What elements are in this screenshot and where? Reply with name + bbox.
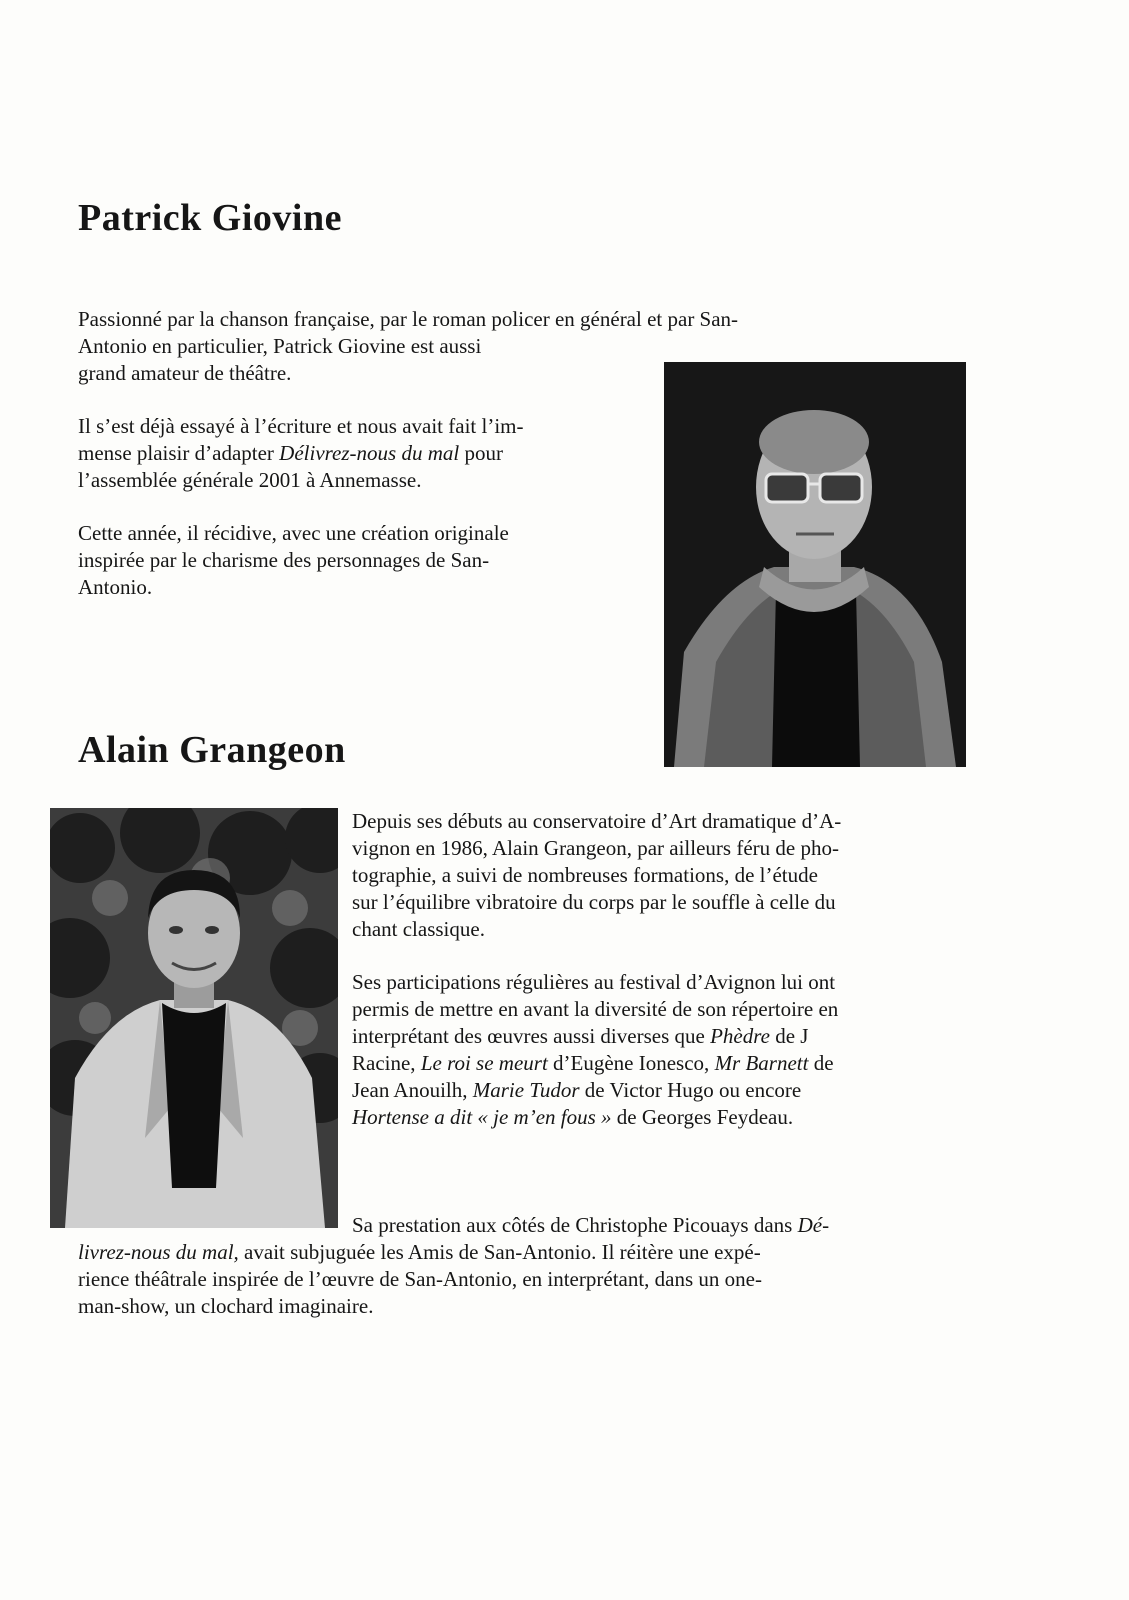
photo-patrick-giovine bbox=[664, 362, 966, 767]
work-title: Délivrez-nous du mal bbox=[279, 441, 460, 465]
bio-alain-grangeon-continued bbox=[78, 1212, 1018, 1346]
bio-paragraph-1: Depuis ses débuts au conservatoire d’Art dramatique d’A- vignon en 1986, Alain Grangeon, par ailleurs féru de pho- tographie, a suivi de nombreuses formations, de l’étude sur l’équilibre vibratoire du corps par le souffle à celle du chant classique. bbox=[352, 809, 842, 941]
photo-alain-grangeon bbox=[50, 808, 338, 1228]
heading-patrick-giovine: Patrick Giovine bbox=[78, 197, 342, 239]
bio-paragraph-2: Il s’est déjà essayé à l’écriture et nous avait fait l’im- mense plaisir d’adapter Délivrez-nous du mal pour l’assemblée générale 2001 à Annemasse. bbox=[78, 414, 524, 492]
heading-alain-grangeon: Alain Grangeon bbox=[78, 729, 346, 771]
work-title: Dé- bbox=[797, 1213, 830, 1237]
bio-alain-grangeon bbox=[352, 808, 1012, 1157]
work-title: livrez-nous du mal, bbox=[78, 1240, 239, 1264]
bio-paragraph-3: Sa prestation aux côtés de Christophe Picouays dans Dé- livrez-nous du mal, avait subjuguée les Amis de San-Antonio. Il réitère une expé- rience théâtrale inspirée de l’œuvre de San-Antonio, en interprétant, dans un one- man-show, un clochard imaginaire. bbox=[78, 1213, 830, 1318]
bio-paragraph-1: Passionné par la chanson française, par le roman policer en général et par San- Antonio en particulier, Patrick Giovine est aussi grand amateur de théâtre. bbox=[78, 307, 739, 385]
work-title: Marie Tudor bbox=[472, 1078, 580, 1102]
work-title: Phèdre bbox=[710, 1024, 770, 1048]
work-title: Le roi se meurt bbox=[420, 1051, 548, 1075]
bio-paragraph-2: Ses participations régulières au festival d’Avignon lui ont permis de mettre en avant la diversité de son répertoire en interprétant des œuvres aussi diverses que Phèdre de J Racine, Le roi se meurt d’Eugène Ionesco, Mr Barnett de Jean Anouilh, Marie Tudor de Victor Hugo ou encore Hortense a dit « je m’en fous » de Georges Feydeau. bbox=[352, 970, 839, 1129]
work-title: Mr Barnett bbox=[714, 1051, 809, 1075]
bio-paragraph-3: Cette année, il récidive, avec une création originale inspirée par le charisme des personnages de San- Antonio. bbox=[78, 521, 509, 599]
work-title: Hortense a dit « je m’en fous » bbox=[352, 1105, 612, 1129]
